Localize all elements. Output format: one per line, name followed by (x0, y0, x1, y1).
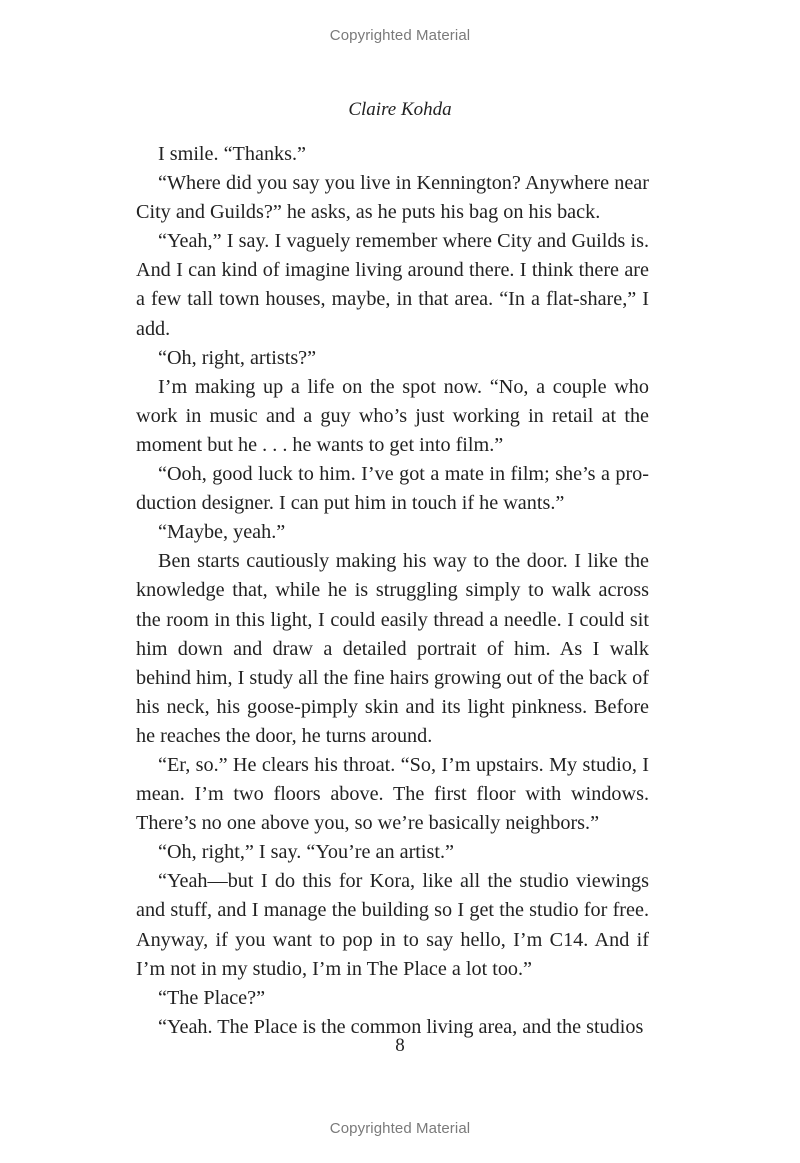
running-head-author: Claire Kohda (348, 99, 452, 120)
paragraph: “Yeah. The Place is the common living area, and the studios (158, 1015, 644, 1038)
copyright-watermark-top: Copyrighted Material (329, 27, 471, 44)
paragraph: I smile. “Thanks.” (158, 143, 306, 165)
paragraph: “Oh, right,” I say. “You’re an artist.” (158, 841, 454, 864)
paragraph: Ben starts cautiously making his way to the door. I like the knowledge that, while he is struggling simply to walk across the room in this light, I could easily thread a needle. I could sit him down and draw a detailed portrait of him. As I walk behind him, I study all the fine hairs growing out of the back of his neck, his goose-pimply skin and its light pinkness. Before he reaches the door, he turns around. (136, 550, 649, 747)
paragraph: “Er, so.” He clears his throat. “So, I’m upstairs. My studio, I mean. I’m two floors above. The first floor with windows. There’s no one above you, so we’re basically neighbors.” (136, 753, 649, 835)
paragraph: “Ooh, good luck to him. I’ve got a mate in film; she’s a production designer. I can put him in touch if he wants.” (136, 463, 649, 515)
paragraph: “Maybe, yeah.” (158, 521, 286, 544)
paragraph: “The Place?” (158, 986, 266, 1009)
paragraph: “Where did you say you live in Kennington? Anywhere near City and Guilds?” he asks, as he puts his bag on his back. (136, 172, 649, 224)
paragraph: “Yeah,” I say. I vaguely remember where City and Guilds is. And I can kind of imagine living around there. I think there are a few tall town houses, maybe, in that area. “In a flat-share,” I add. (136, 230, 649, 340)
paragraph: “Oh, right, artists?” (158, 346, 317, 369)
page-body-text (136, 140, 649, 1042)
paragraph: I’m making up a life on the spot now. “No, a couple who work in music and a guy who’s just working in retail at the moment but he . . . he wants to get into film.” (136, 375, 649, 456)
page-number: 8 (395, 1035, 405, 1056)
copyright-watermark-bottom: Copyrighted Material (329, 1120, 471, 1137)
paragraph: “Yeah—but I do this for Kora, like all the studio viewings and stuff, and I manage the building so I get the studio for free. Anyway, if you want to pop in to say hello, I’m C14. And if I’m not in my studio, I’m in The Place a lot too.” (136, 870, 649, 980)
